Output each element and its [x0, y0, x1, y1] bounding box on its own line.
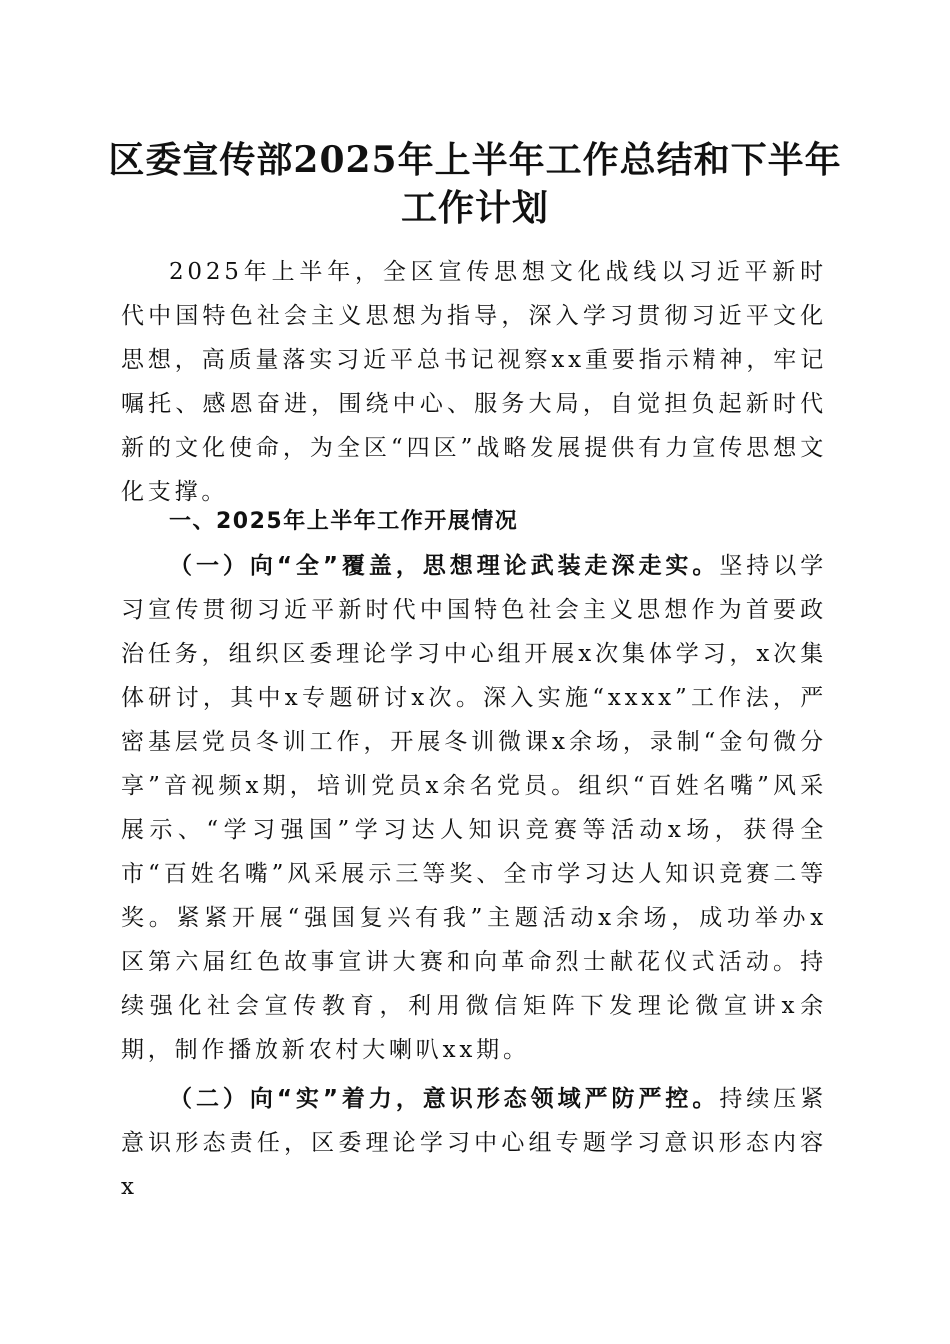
section-2-lead: （二）向“实”着力，意识形态领域严防严控。: [169, 1086, 720, 1112]
section-2-text: 持续压紧意识形态责任，区委理论学习中心组专题学习意识形态内容x: [121, 1086, 827, 1200]
intro-paragraph: 2025年上半年，全区宣传思想文化战线以习近平新时代中国特色社会主义思想为指导，深入学习贯彻习近平文化思想，高质量落实习近平总书记视察xx重要指示精神，牢记嘱托、感恩奋进，围绕中心、服务大局，自觉担负起新时代新的文化使命，为全区“四区”战略发展提供有力宣传思想文化支撑。: [121, 259, 827, 505]
section-1-text: 坚持以学习宣传贯彻习近平新时代中国特色社会主义思想作为首要政治任务，组织区委理论学习中心组开展x次集体学习，x次集体研讨，其中x专题研讨x次。深入实施“xxxx”工作法，严密基层党员冬训工作，开展冬训微课x余场，录制“金句微分享”音视频x期，培训党员x余名党员。组织“百姓名嘴”风采展示、“学习强国”学习达人知识竞赛等活动x场，获得全市“百姓名嘴”风采展示三等奖、全市学习达人知识竞赛二等奖。紧紧开展“强国复兴有我”主题活动x余场，成功举办x区第六届红色故事宣讲大赛和向革命烈士献花仪式活动。持续强化社会宣传教育，利用微信矩阵下发理论微宣讲x余期，制作播放新农村大喇叭xx期。: [121, 553, 827, 1063]
document-title: 区委宣传部2025年上半年工作总结和下半年工作计划: [108, 139, 842, 229]
section-heading-1: 一、2025年上半年工作开展情况: [169, 509, 519, 534]
section-1-lead: （一）向“全”覆盖，思想理论武装走深走实。: [169, 553, 720, 579]
section-2-paragraph: [121, 1077, 827, 1209]
section-1-paragraph: [121, 544, 827, 1072]
